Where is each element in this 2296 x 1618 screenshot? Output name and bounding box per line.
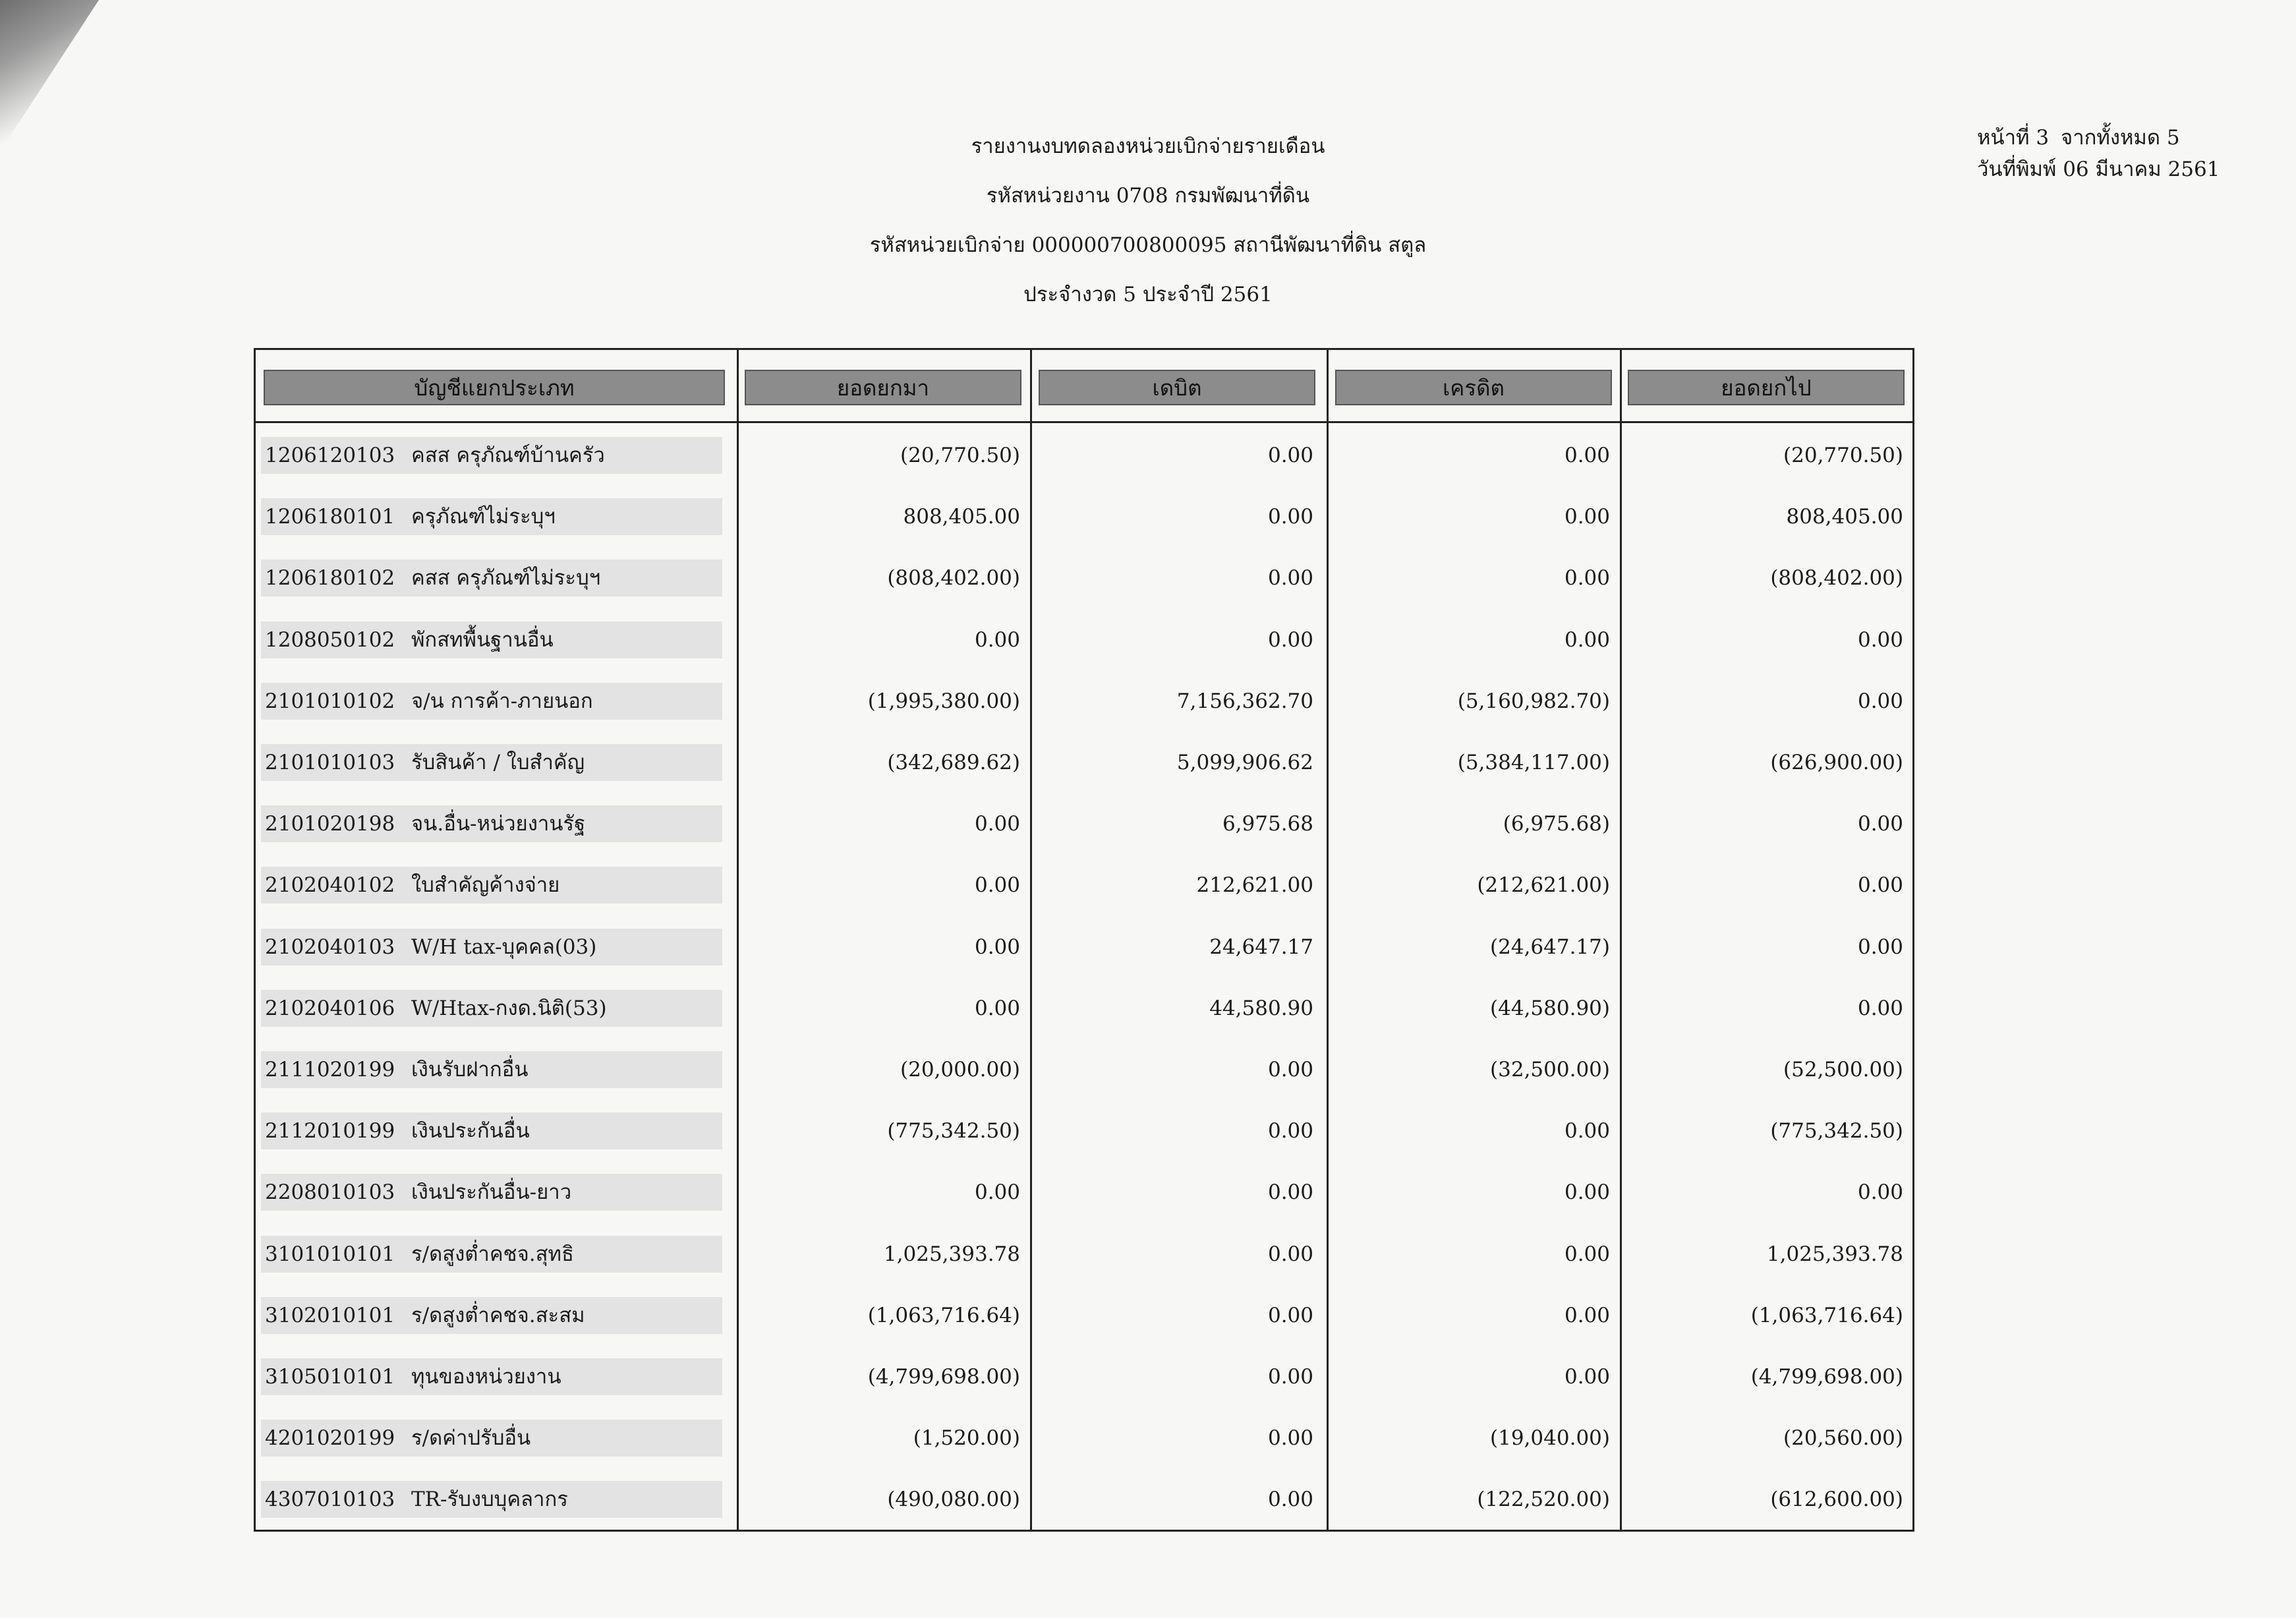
account-code: 2102040102 [265, 873, 395, 897]
credit-amount: (24,647.17) [1490, 935, 1610, 959]
account-code: 2101020198 [265, 812, 395, 836]
column-divider [1620, 350, 1622, 1530]
account-name: ร/ดค่าปรับอื่น [411, 1426, 531, 1450]
account-code: 1206180102 [265, 566, 395, 590]
period-line: ประจำงวด 5 ประจำปี 2561 [1023, 283, 1273, 306]
credit-amount: 0.00 [1564, 1242, 1610, 1266]
header-opening-balance: ยอดยกมา [745, 370, 1021, 405]
closing-balance: (52,500.00) [1783, 1058, 1903, 1082]
opening-balance: 0.00 [974, 873, 1020, 897]
account-name: เงินประกันอื่น [411, 1119, 530, 1143]
account-code: 2112010199 [265, 1119, 395, 1143]
opening-balance: (1,520.00) [913, 1426, 1020, 1450]
credit-amount: (19,040.00) [1490, 1426, 1610, 1450]
opening-balance: 0.00 [974, 628, 1020, 652]
opening-balance: (775,342.50) [887, 1119, 1020, 1143]
opening-balance: 808,405.00 [903, 505, 1020, 529]
account-name: จน.อื่น-หน่วยงานรัฐ [411, 812, 586, 836]
closing-balance: 0.00 [1857, 1180, 1903, 1204]
credit-amount: 0.00 [1564, 1365, 1610, 1389]
debit-amount: 0.00 [1267, 1242, 1313, 1266]
closing-balance: (20,560.00) [1783, 1426, 1903, 1450]
debit-amount: 0.00 [1267, 444, 1313, 467]
account-name: เงินประกันอื่น-ยาว [411, 1180, 572, 1204]
closing-balance: 1,025,393.78 [1766, 1242, 1903, 1266]
header-closing-balance: ยอดยกไป [1628, 370, 1905, 405]
debit-amount: 44,580.90 [1209, 997, 1313, 1020]
closing-balance: (808,402.00) [1770, 566, 1903, 590]
credit-amount: 0.00 [1564, 1304, 1610, 1327]
closing-balance: 0.00 [1857, 628, 1903, 652]
debit-amount: 0.00 [1267, 1058, 1313, 1082]
debit-amount: 0.00 [1267, 1180, 1313, 1204]
closing-balance: (20,770.50) [1783, 444, 1903, 467]
account-code: 1206120103 [265, 444, 395, 467]
account-code: 1208050102 [265, 628, 395, 652]
opening-balance: 0.00 [974, 1180, 1020, 1204]
credit-amount: 0.00 [1564, 444, 1610, 467]
credit-amount: (44,580.90) [1490, 997, 1610, 1020]
credit-amount: (122,520.00) [1477, 1488, 1610, 1511]
credit-amount: (5,160,982.70) [1457, 689, 1610, 713]
closing-balance: (612,600.00) [1770, 1488, 1903, 1511]
credit-amount: (212,621.00) [1477, 873, 1610, 897]
debit-amount: 0.00 [1267, 1119, 1313, 1143]
debit-amount: 0.00 [1267, 1488, 1313, 1511]
credit-amount: 0.00 [1564, 566, 1610, 590]
account-name: รับสินค้า / ใบสำคัญ [411, 751, 585, 774]
closing-balance: (1,063,716.64) [1750, 1304, 1903, 1327]
debit-amount: 212,621.00 [1196, 873, 1313, 897]
debit-amount: 0.00 [1267, 628, 1313, 652]
account-name: เงินรับฝากอื่น [411, 1058, 529, 1082]
opening-balance: 0.00 [974, 812, 1020, 836]
debit-amount: 0.00 [1267, 566, 1313, 590]
print-date: วันที่พิมพ์ 06 มีนาคม 2561 [1977, 158, 2220, 181]
opening-balance: (808,402.00) [887, 566, 1020, 590]
credit-amount: (6,975.68) [1503, 812, 1610, 836]
account-name: W/Htax-กงด.นิติ(53) [411, 997, 607, 1020]
closing-balance: (4,799,698.00) [1750, 1365, 1903, 1389]
account-code: 1206180101 [265, 505, 395, 529]
account-name: ทุนของหน่วยงาน [411, 1365, 561, 1389]
debit-amount: 6,975.68 [1222, 812, 1313, 836]
opening-balance: (4,799,698.00) [867, 1365, 1020, 1389]
opening-balance: (342,689.62) [887, 751, 1020, 774]
opening-balance: 1,025,393.78 [883, 1242, 1020, 1266]
account-code: 4201020199 [265, 1426, 395, 1450]
column-divider [1327, 350, 1329, 1530]
account-name: จ/น การค้า-ภายนอก [411, 689, 593, 713]
debit-amount: 0.00 [1267, 505, 1313, 529]
closing-balance: (775,342.50) [1770, 1119, 1903, 1143]
account-name: ร/ดสูงต่ำคชจ.สุทธิ [411, 1242, 574, 1266]
credit-amount: 0.00 [1564, 505, 1610, 529]
opening-balance: (1,995,380.00) [867, 689, 1020, 713]
credit-amount: (32,500.00) [1490, 1058, 1610, 1082]
account-code: 2208010103 [265, 1180, 395, 1204]
header-credit: เครดิต [1335, 370, 1612, 405]
account-code: 2102040106 [265, 997, 395, 1020]
account-code: 2101010102 [265, 689, 395, 713]
credit-amount: 0.00 [1564, 628, 1610, 652]
agency-line: รหัสหน่วยงาน 0708 กรมพัฒนาที่ดิน [986, 184, 1310, 208]
account-code: 2111020199 [265, 1058, 395, 1082]
disbursing-unit-line: รหัสหน่วยเบิกจ่าย 000000700800095 สถานีพัฒนาที่ดิน สตูล [869, 233, 1427, 257]
account-name: คสส ครุภัณฑ์ไม่ระบุฯ [411, 566, 601, 590]
opening-balance: (490,080.00) [887, 1488, 1020, 1511]
credit-amount: 0.00 [1564, 1180, 1610, 1204]
closing-balance: 0.00 [1857, 873, 1903, 897]
account-code: 2101010103 [265, 751, 395, 774]
header-account: บัญชีแยกประเภท [264, 370, 725, 405]
opening-balance: (20,770.50) [900, 444, 1020, 467]
account-code: 3105010101 [265, 1365, 395, 1389]
opening-balance: 0.00 [974, 997, 1020, 1020]
column-divider [737, 350, 739, 1530]
debit-amount: 0.00 [1267, 1426, 1313, 1450]
opening-balance: 0.00 [974, 935, 1020, 959]
account-code: 3101010101 [265, 1242, 395, 1266]
account-code: 3102010101 [265, 1304, 395, 1327]
debit-amount: 24,647.17 [1209, 935, 1313, 959]
account-name: ใบสำคัญค้างจ่าย [411, 873, 560, 897]
debit-amount: 5,099,906.62 [1176, 751, 1313, 774]
opening-balance: (20,000.00) [900, 1058, 1020, 1082]
account-name: W/H tax-บุคคล(03) [411, 935, 597, 959]
closing-balance: 0.00 [1857, 935, 1903, 959]
account-code: 2102040103 [265, 935, 395, 959]
page-info [1977, 122, 2254, 185]
total-pages: จากทั้งหมด 5 [2061, 126, 2180, 150]
account-name: ร/ดสูงต่ำคชจ.สะสม [411, 1304, 585, 1327]
closing-balance: 0.00 [1857, 689, 1903, 713]
report-header [0, 122, 2296, 320]
account-name: พักสทพื้นฐานอื่น [411, 628, 554, 652]
closing-balance: 0.00 [1857, 997, 1903, 1020]
opening-balance: (1,063,716.64) [867, 1304, 1020, 1327]
closing-balance: (626,900.00) [1770, 751, 1903, 774]
credit-amount: (5,384,117.00) [1457, 751, 1610, 774]
debit-amount: 7,156,362.70 [1176, 689, 1313, 713]
account-code: 4307010103 [265, 1488, 395, 1511]
page-number: หน้าที่ 3 [1977, 126, 2050, 150]
header-debit: เดบิต [1039, 370, 1315, 405]
account-name: TR-รับงบบุคลากร [411, 1488, 568, 1511]
header-divider [256, 421, 1912, 423]
closing-balance: 808,405.00 [1786, 505, 1903, 529]
account-name: คสส ครุภัณฑ์บ้านครัว [411, 444, 605, 467]
closing-balance: 0.00 [1857, 812, 1903, 836]
debit-amount: 0.00 [1267, 1304, 1313, 1327]
column-divider [1030, 350, 1032, 1530]
trial-balance-table [254, 348, 1914, 1532]
credit-amount: 0.00 [1564, 1119, 1610, 1143]
debit-amount: 0.00 [1267, 1365, 1313, 1389]
report-title: รายงานงบทดลองหน่วยเบิกจ่ายรายเดือน [971, 134, 1325, 158]
account-name: ครุภัณฑ์ไม่ระบุฯ [411, 505, 556, 529]
